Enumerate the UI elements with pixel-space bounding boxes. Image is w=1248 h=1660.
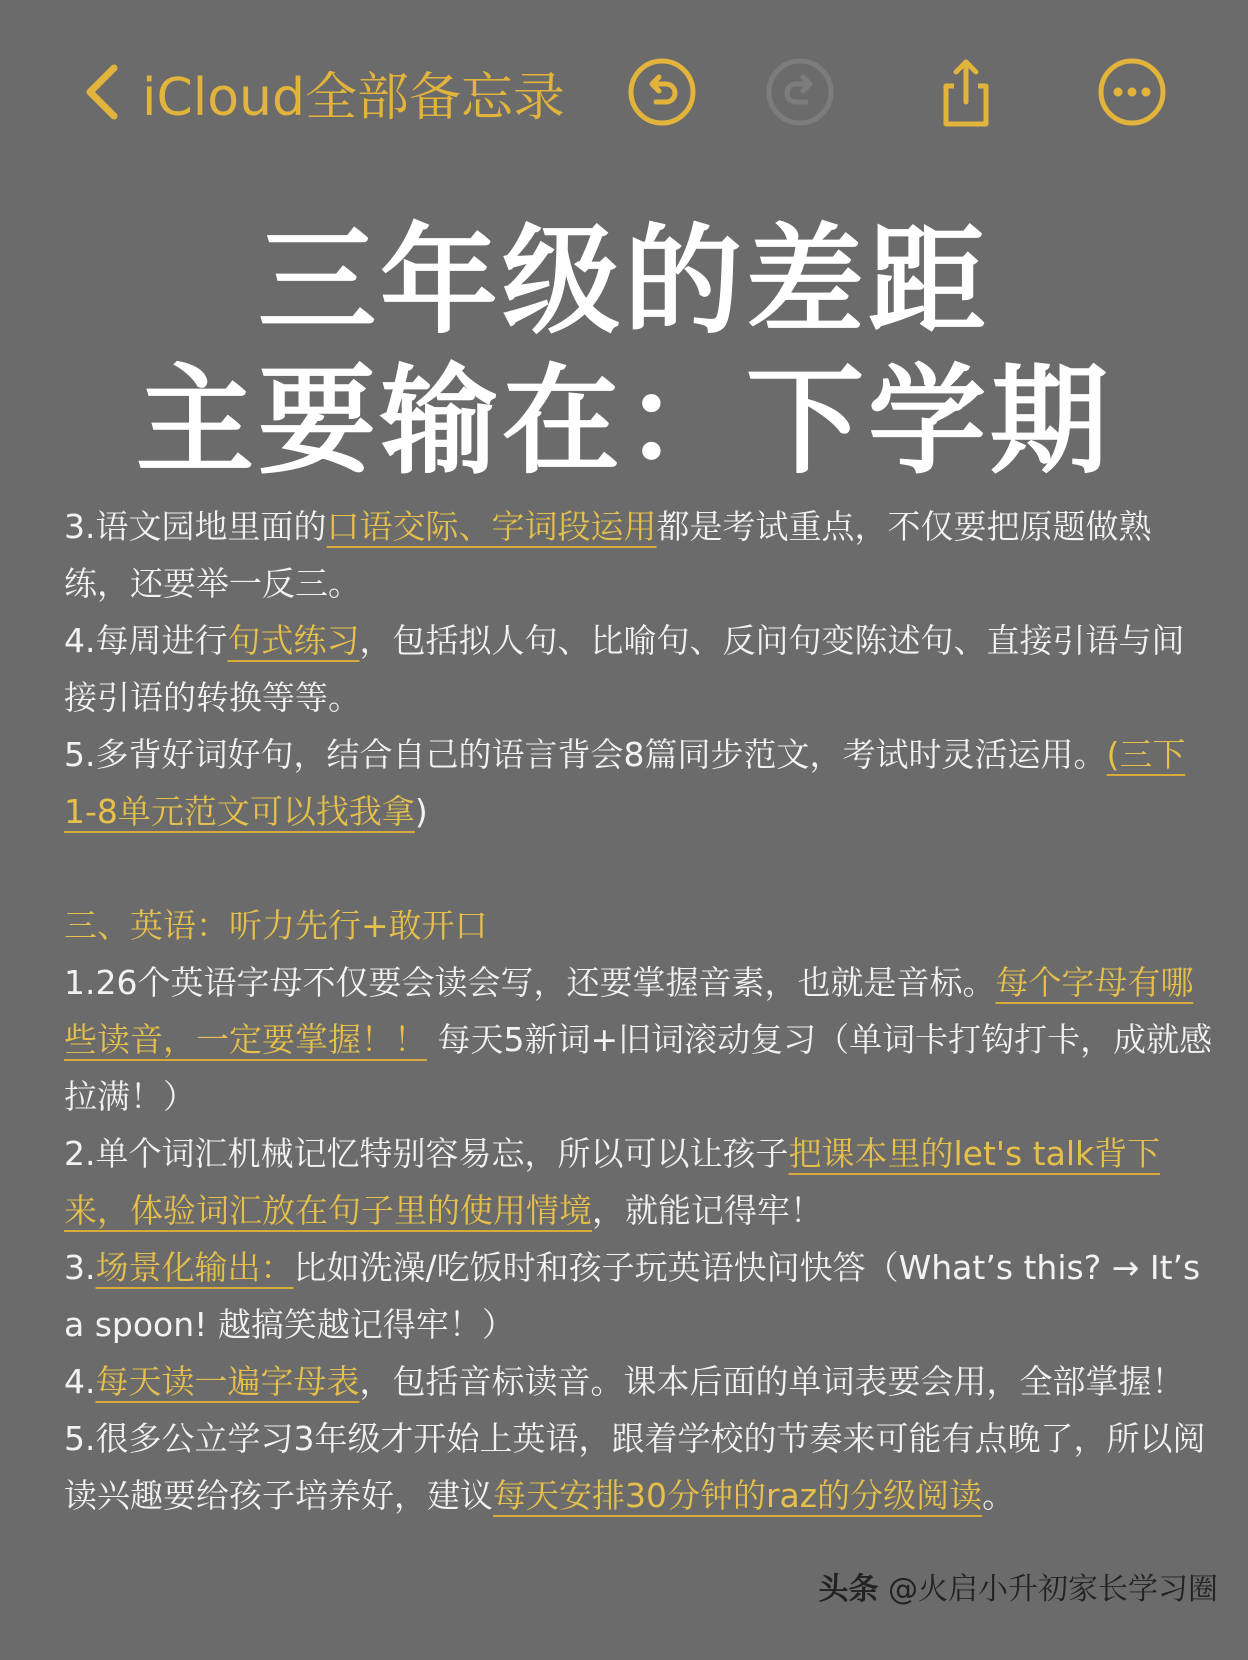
- chinese-item-5: [64, 726, 1214, 840]
- more-icon: [1096, 56, 1168, 128]
- item-text: ，包括拟人句、比喻句、反问句变陈述句、直接引语与间接引语的转换等等。: [64, 621, 1185, 717]
- highlight-text: 每天读一遍字母表: [95, 1362, 360, 1401]
- item-text: 3.语文园地里面的: [64, 507, 327, 546]
- chinese-item-4: [64, 612, 1214, 726]
- undo-button[interactable]: [626, 56, 698, 128]
- more-button[interactable]: [1096, 56, 1168, 128]
- share-button[interactable]: [930, 56, 1002, 128]
- chinese-item-3: [64, 498, 1214, 612]
- item-text: 2.单个词汇机械记忆特别容易忘，所以可以让孩子: [64, 1134, 789, 1173]
- undo-icon: [626, 56, 698, 128]
- item-text: 5.多背好词好句，结合自己的语言背会8篇同步范文，考试时灵活运用。: [64, 735, 1107, 774]
- highlight-text: 把课本里的let's talk背下来，体验词汇放在句子里的使用情境: [64, 1134, 1161, 1230]
- item-text: 每天5新词+旧词滚动复习（单词卡打钩打卡，成就感拉满！）: [64, 1020, 1213, 1116]
- english-item-4: [64, 1353, 1214, 1410]
- item-text: ，包括音标读音。课本后面的单词表要会用，全部掌握！: [359, 1362, 1185, 1401]
- back-label: iCloud全部备忘录: [142, 67, 565, 128]
- item-text: 5.很多公立学习3年级才开始上英语，跟着学校的节奏来可能有点晚了，所以阅读兴趣要给孩子培养好，建议: [64, 1419, 1206, 1515]
- watermark: [818, 1564, 1218, 1608]
- english-item-1: [64, 954, 1214, 1125]
- item-text: 4.每周进行: [64, 621, 228, 660]
- item-text: ，就能记得牢！: [592, 1191, 823, 1230]
- highlight-text: 口语交际、字词段运用: [326, 507, 657, 546]
- english-section-heading: 三、英语：听力先行+敢开口: [64, 906, 488, 945]
- item-text: 都是考试重点，不仅要把原题做熟练，还要举一反三。: [64, 507, 1152, 603]
- item-text: 1.26个英语字母不仅要会读会写，还要掌握音素，也就是音标。: [64, 963, 996, 1002]
- back-button[interactable]: [80, 62, 565, 128]
- note-body[interactable]: [64, 498, 1214, 1524]
- highlight-text: 每天安排30分钟的raz的分级阅读: [493, 1476, 983, 1515]
- item-text: 。: [982, 1476, 1016, 1515]
- highlight-text: 句式练习: [227, 621, 360, 660]
- highlight-text: 每个字母有哪些读音，一定要掌握！！: [64, 963, 1194, 1059]
- item-text: 比如洗澡/吃饭时和孩子玩英语快问快答（What’s this? → It’s a spoon! 越搞笑越记得牢！）: [64, 1248, 1201, 1344]
- notes-toolbar: [0, 40, 1248, 140]
- redo-button[interactable]: [764, 56, 836, 128]
- english-item-5: [64, 1410, 1214, 1524]
- redo-icon: [764, 56, 836, 128]
- item-text: 4.: [64, 1362, 96, 1401]
- chevron-left-icon: [80, 62, 124, 122]
- item-text: ): [414, 792, 428, 831]
- watermark-handle: @火启小升初家长学习圈: [888, 1572, 1218, 1607]
- highlight-text: 场景化输出：: [95, 1248, 294, 1287]
- english-item-2: [64, 1125, 1214, 1239]
- english-item-3: [64, 1239, 1214, 1353]
- watermark-brand: 头条: [818, 1572, 879, 1607]
- title-line-1: 三年级的差距: [257, 212, 990, 350]
- title-line-2: 主要输在：下学期: [135, 352, 1112, 490]
- highlight-text: (三下1-8单元范文可以找我拿: [64, 735, 1186, 831]
- item-text: 3.: [64, 1248, 96, 1287]
- share-icon: [930, 56, 1002, 128]
